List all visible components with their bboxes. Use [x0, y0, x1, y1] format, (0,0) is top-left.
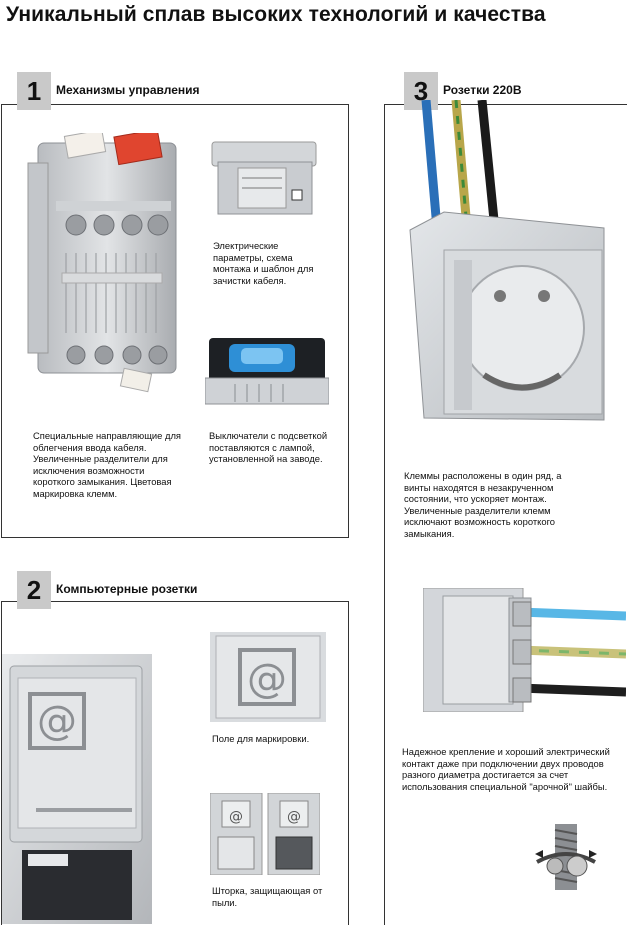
computer-socket-photo — [2, 654, 152, 924]
svg-text:@: @ — [287, 809, 301, 825]
svg-text:@: @ — [37, 698, 77, 744]
caption-cable-guides: Специальные направляющие для облегчения ввода кабеля. Увеличенные разделители для исключения возможности короткого замыкания. Цветовая маркировка клемм. — [33, 430, 181, 499]
caption-electrical-params: Электрические параметры, схема монтажа и шаблон для зачистки кабеля. — [213, 240, 314, 286]
arch-washer-photo — [533, 822, 599, 892]
label-photo — [210, 140, 320, 216]
schuko-socket-icon — [404, 100, 614, 430]
section-1-heading: Механизмы управления — [56, 83, 200, 97]
caption-arch-washer: Надежное крепление и хороший электрический контакт даже при подключении двух проводов разного диаметра достигается за счет использования специальной "арочной" шайбы. — [402, 746, 610, 792]
at-sign-icon: @ — [247, 656, 287, 702]
illuminated-switch-photo — [205, 318, 329, 410]
svg-text:@: @ — [229, 809, 243, 825]
caption-terminals-row: Клеммы расположены в один ряд, а винты находятся в незакрученном состоянии, что ускоряет монтаж. Увеличенные разделители клемм исключают возможность короткого замыкания. — [404, 470, 562, 539]
caption-illuminated-switch: Выключатели с подсветкой поставляются с лампой, установленной на заводе. — [209, 430, 328, 465]
section-2-number: 2 — [17, 571, 51, 609]
page-title: Уникальный сплав высоких технологий и качества — [6, 3, 546, 26]
caption-dust-shutter: Шторка, защищающая от пыли. — [212, 885, 323, 908]
switch-mechanism-icon — [26, 133, 181, 393]
caption-marking-field: Поле для маркировки. — [212, 733, 310, 744]
section-2-heading: Компьютерные розетки — [56, 582, 198, 596]
section-3-heading: Розетки 220В — [443, 83, 522, 97]
terminal-wires-photo — [423, 588, 626, 712]
shutter-photos — [210, 793, 320, 875]
section-3-number: 3 — [404, 72, 438, 110]
section-1-number: 1 — [17, 72, 51, 110]
marking-field-photo — [210, 632, 326, 722]
